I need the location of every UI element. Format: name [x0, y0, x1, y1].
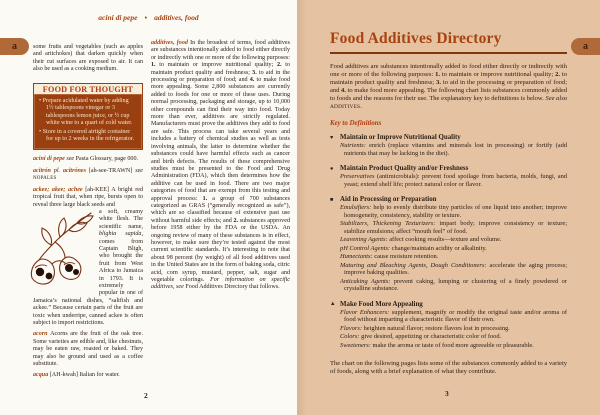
key-section-nutritional-quality — [330, 134, 567, 157]
key-section-heading — [330, 301, 567, 308]
entry-acini-di-pepe: acini di pepe see Pasta Glossary, page 000. — [33, 156, 139, 163]
entry-acitron: acitrón pl. acitrónes [ah-see-TRAWN] see NOPALES — [33, 167, 143, 182]
entry-acqua: acqua [AH-kwah] Italian for water. — [33, 372, 120, 379]
key-item-flavor-enhancers: Flavor Enhancers: supplement, magnify or modify the original taste and/or aroma of food without imparting a characteristic flavor of their own. — [340, 308, 567, 324]
alphabet-tab-letter: a — [583, 41, 588, 52]
page-left — [0, 0, 297, 415]
page-right — [297, 0, 600, 415]
key-to-definitions-heading: Key to Definitions — [330, 120, 382, 128]
key-section-heading-text: Aid in Processing or Preparation — [340, 196, 437, 204]
page-number-left: 2 — [144, 391, 148, 400]
running-head-separator: • — [144, 13, 148, 22]
square-symbol-icon: ■ — [330, 196, 334, 203]
triangle-symbol-icon: ▲ — [330, 301, 336, 308]
entry-ackee-lead: ackee; akee; achee [ah-KEE] A bright red tropical fruit that, when ripe, bursts open to reveal three large black seeds and — [33, 186, 143, 208]
key-item-stabilizers: Stabilizers, Thickening Texturizers: impart body; improve consistency or texture; stabilize emulsions; affect “mouth feel” of food. — [340, 220, 568, 235]
key-item-flavors: Flavors: heighten natural flavor; restore flavors lost in processing. — [340, 324, 510, 332]
alphabet-tab-right — [571, 38, 600, 55]
title-rule — [330, 52, 567, 54]
entry-ackee-wrap-block — [33, 209, 143, 328]
key-section-more-appealing — [330, 301, 567, 350]
entry-ackee-body: a soft, creamy white flesh. The scientific name, blighia sapida, comes from Captain Bligh, who brought the fruit from West Africa to Jamaica in 1793. It is extremely popular in one of Jamaica’s national dishes, “saltfish and ackee.” Because certain parts of the fruit are toxic when underripe, canned ackee is often subject to import restrictions. — [33, 208, 143, 326]
food-for-thought-bullet: • Store in a covered airtight container for up to 2 weeks in the refrigerator. — [39, 129, 137, 144]
key-section-heading-text: Maintain Product Quality and/or Freshness — [340, 165, 469, 173]
circle-symbol-icon: ● — [330, 165, 334, 172]
alphabet-tab-left — [0, 38, 29, 55]
key-section-processing-preparation — [330, 196, 567, 293]
food-for-thought-title: FOOD FOR THOUGHT — [34, 84, 142, 94]
key-section-heading — [330, 134, 567, 141]
running-head-last-word: additives, food — [154, 13, 199, 22]
alphabet-tab-letter: a — [12, 41, 17, 52]
running-head-first-word: acini di pepe — [98, 13, 138, 22]
page-number-right: 3 — [445, 389, 449, 398]
food-for-thought-body — [34, 94, 142, 149]
key-section-heading — [330, 165, 567, 172]
key-item-maturing-bleaching-agents: Maturing and Bleaching Agents, Dough Conditioners: accelerate the aging process; improve baking qualities. — [340, 261, 567, 277]
key-item-anticaking-agents: Anticaking Agents: prevent caking, lumping or clustering of a finely powdered or crystalline substance. — [340, 277, 567, 293]
entry-acorn: acorn Acorns are the fruit of the oak tree. Some varieties are edible and, like chestnuts, may be eaten raw, roasted or baked. They may also be ground and used as a coffee substitute. — [33, 331, 143, 368]
entry-additives-food: additives, food In the broadest of terms, food additives are substances intentionally added to food either directly or indirectly with one or more of the following purposes: 1. to maintain or improve nutritional quality; 2. to maintain product quality and freshness; 3. to aid in the processing or preparation of food; and 4. to make food more appealing. Some 2,800 substances are currently added to foods for one or more of these uses. During normal processing, packaging and storage, up to 10,000 other compounds can find their way into food. Today more than ever, additives are strictly regulated. Manufacturers must prove the additives they add to food are safe. This process can take several years and includes a battery of chemical studies as well as tests involving animals, the latter to determine whether the substances could have harmful effects such as cancer and birth defects. The results of these comprehensive studies must be presented to the Food and Drug Administration (FDA), which then determines how the additive can be used in food. There are two major categories of food that are exempt from this testing and approval process: 1. a group of 700 substances categorized as GRAS (“generally recognized as safe”), which are so classified because of extensive past use without harmful side effects; and 2. substances approved before 1958 either by the FDA or the USDA. An ongoing review of many of these substances is in effect, however, to make sure they’re tested against the most current scientific standards. It’s interesting to note that about 98 percent (by weight) of all food additives used in the United States are in the form of baking soda, citric acid, corn syrup, mustard, pepper, salt, sugar and vegetable colorings. For information on specific additives, see Food Additives Directory that follows. — [151, 40, 290, 291]
entry-ackee — [33, 187, 143, 328]
right-column — [151, 40, 290, 296]
key-section-heading-text: Make Food More Appealing — [340, 300, 423, 308]
key-item-preservatives: Preservatives (antimicrobials): prevent food spoilage from bacteria, molds, fungi, and yeast; extend shelf life; protect natural color or flavor. — [340, 173, 567, 188]
directory-intro: Food additives are substances intentionally added to food either directly or indirectly with one or more of the following purposes: 1. to maintain or improve nutritional quality; 2. to maintain product quality and freshness; 3. to aid in the processing or preparation of food; and 4. to make food more appealing. The following chart lists substances commonly added to foods and the reasons for their use. The explanatory key to definitions is below. See also ADDITIVES. — [330, 63, 568, 110]
key-item-humectants: Humectants: cause moisture retention. — [340, 253, 439, 261]
heart-symbol-icon: ♥ — [330, 134, 334, 141]
paragraph-acidulated-water-continuation: some fruits and vegetables (such as apples and artichokes) that darken quickly when their cut surfaces are exposed to air. It can also be used as a cooking medium. — [33, 44, 143, 73]
key-item-sweeteners: Sweeteners: make the aroma or taste of food more agreeable or pleasurable. — [340, 341, 534, 349]
key-item-leavening-agents: Leavening Agents: affect cooking results—texture and volume. — [340, 236, 502, 244]
ackee-fruit-illustration — [27, 210, 95, 290]
key-item-emulsifiers: Emulsifiers: help to evenly distribute tiny particles of one liquid into another; improve homogeneity, consistency, stability or texture. — [340, 204, 567, 219]
left-column — [33, 44, 143, 384]
directory-content — [330, 30, 567, 376]
key-section-heading — [330, 196, 567, 203]
key-item-ph-control-agents: pH Control Agents: change/maintain acidity or alkalinity. — [340, 244, 487, 252]
running-head — [0, 13, 297, 22]
food-for-thought-bullet: • Prepare acidulated water by adding 1½ tablespoons vinegar or 3 tablespoons lemon juice, or ½ cup white wine to a quart of cold water. — [39, 98, 137, 128]
key-section-quality-freshness — [330, 165, 567, 188]
key-item-nutrients: Nutrients: enrich (replace vitamins and minerals lost in processing) or fortify (add nutrients that may be lacking in the diet). — [340, 142, 567, 157]
key-section-heading-text: Maintain or Improve Nutritional Quality — [340, 134, 461, 142]
food-for-thought-box — [33, 83, 143, 151]
directory-closing-paragraph: The chart on the following pages lists some of the substances commonly added to a variety of foods, along with a brief explanation of what they contribute. — [330, 360, 567, 376]
key-item-colors: Colors: give desired, appetizing or characteristic color of food. — [340, 333, 502, 341]
directory-title: Food Additives Directory — [330, 30, 502, 47]
